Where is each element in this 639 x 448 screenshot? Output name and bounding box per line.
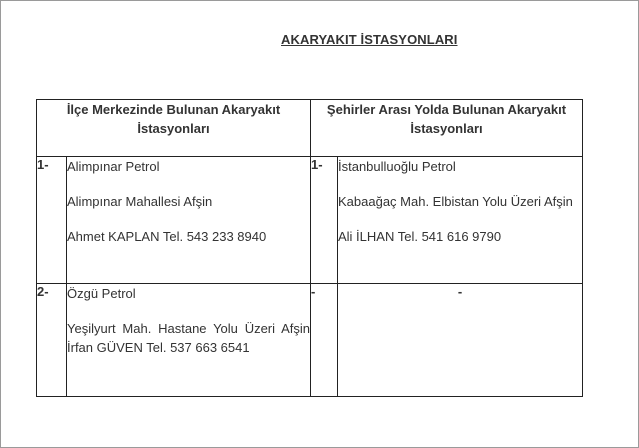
station-address: Alimpınar Mahallesi Afşin	[67, 194, 213, 209]
row-number: -	[311, 284, 338, 397]
table-header-row	[37, 100, 583, 157]
station-name: Alimpınar Petrol	[67, 159, 160, 174]
station-contact: Ali İLHAN Tel. 541 616 9790	[338, 229, 502, 244]
station-address: Kabaağaç Mah. Elbistan Yolu Üzeri Afşin	[338, 194, 573, 209]
station-contact: Ahmet KAPLAN Tel. 543 233 8940	[67, 229, 267, 244]
station-cell	[67, 157, 311, 284]
row-number: 1-	[311, 157, 338, 284]
stations-table	[36, 99, 583, 397]
empty-station-cell: -	[338, 284, 583, 397]
station-cell	[338, 157, 583, 284]
row-number: 1-	[37, 157, 67, 284]
row-number: 2-	[37, 284, 67, 397]
header-city-center: İlçe Merkezinde Bulunan Akaryakıt İstasyonları	[37, 100, 311, 157]
station-name: İstanbulluoğlu Petrol	[338, 159, 456, 174]
header-intercity-road: Şehirler Arası Yolda Bulunan Akaryakıt İstasyonları	[311, 100, 583, 157]
station-name: Özgü Petrol	[67, 286, 136, 301]
page-title: AKARYAKIT İSTASYONLARI	[281, 32, 458, 47]
station-cell	[67, 284, 311, 397]
table-row	[37, 157, 583, 284]
station-address: Yeşilyurt Mah. Hastane Yolu Üzeri Afşin İrfan GÜVEN Tel. 537 663 6541	[67, 321, 310, 355]
table-row	[37, 284, 583, 397]
